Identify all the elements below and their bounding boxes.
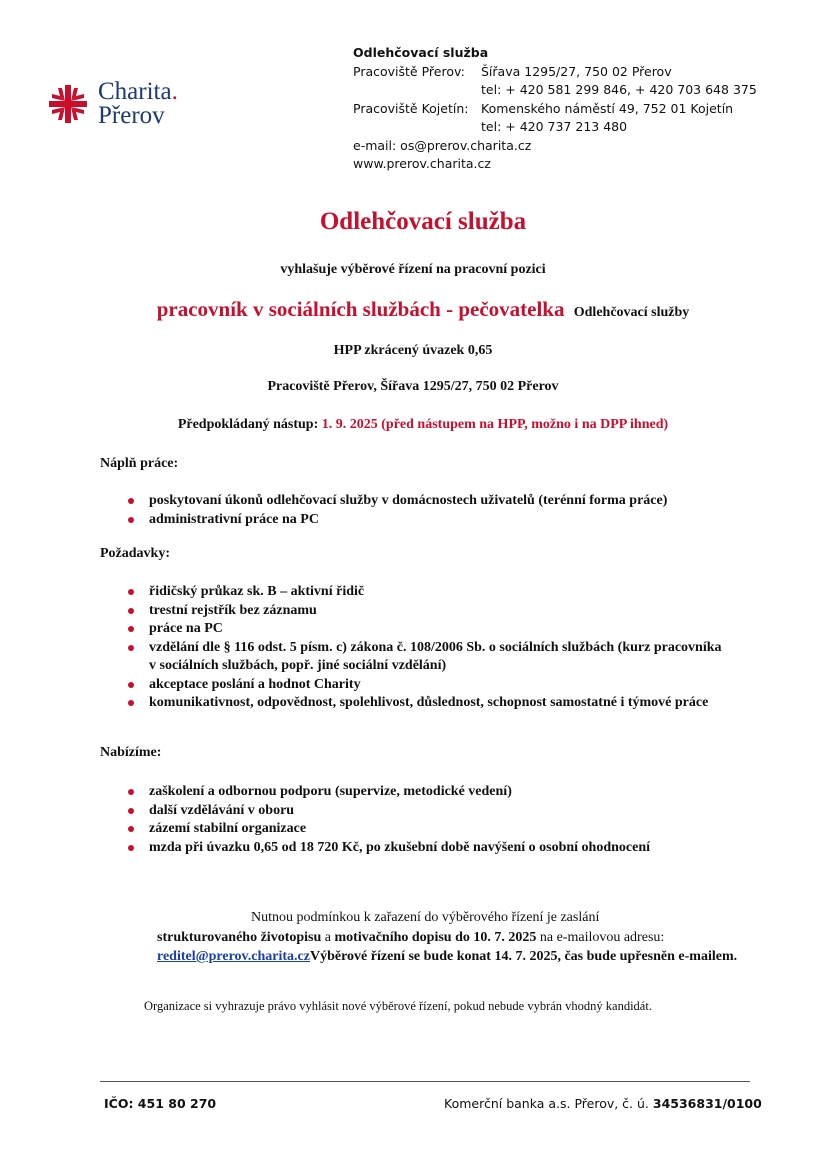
bullet-icon (128, 808, 134, 814)
footer-ico: IČO: 451 80 270 (104, 1096, 217, 1111)
position-name: pracovník v sociálních službách - pečovatelka (156, 297, 565, 321)
list-item: zázemí stabilní organizace (128, 820, 728, 839)
workplace2-label: Pracoviště Kojetín: (353, 100, 469, 116)
list-item: mzda při úvazku 0,65 od 18 720 Kč, po zkušební době navýšení o osobní ohodnocení (128, 839, 728, 858)
list-item: akceptace poslání a hodnot Charity (128, 676, 728, 695)
list-item: vzdělání dle § 116 odst. 5 písm. c) zákona č. 108/2006 Sb. o sociálních službách (kurz pracovníka v sociálních službách, popř. jiné sociální vzdělání) (128, 639, 728, 676)
bullet-icon (128, 826, 134, 832)
charita-logo (48, 80, 208, 130)
bullet-icon (128, 626, 134, 632)
announcement: vyhlašuje výběrové řízení na pracovní pozici (280, 262, 546, 277)
closing-date-info: Výběrové řízení se bude konat 14. 7. 2025, čas bude upřesněn e-mailem. (309, 949, 738, 964)
closing-line1: Nutnou podmínkou k zařazení do výběrového řízení je zaslání (251, 910, 600, 925)
requirements-list (128, 583, 728, 713)
footer-bank-label: Komerční banka a.s. Přerov, č. ú. (444, 1096, 649, 1111)
requirements-heading: Požadavky: (100, 546, 170, 561)
position-suffix: Odlehčovací služby (573, 305, 690, 320)
start-value: 1. 9. 2025 (před nástupem na HPP, možno i na DPP ihned) (321, 417, 669, 432)
bullet-icon (128, 589, 134, 595)
bullet-icon (128, 700, 134, 706)
header-web[interactable]: www.prerov.charita.cz (353, 156, 491, 171)
closing-letter: motivačního dopisu do 10. 7. 2025 (334, 929, 537, 945)
workplace1-label: Pracoviště Přerov: (353, 63, 465, 79)
list-item: trestní rejstřík bez záznamu (128, 602, 728, 621)
list-item: řidičský průkaz sk. B – aktivní řidič (128, 583, 728, 602)
page-title: Odlehčovací služba (319, 208, 527, 235)
position-line (10, 297, 826, 322)
closing-and: a (324, 929, 331, 945)
contract-type: HPP zkrácený úvazek 0,65 (333, 343, 493, 358)
closing-paragraph (157, 908, 757, 967)
footer-bank (444, 1096, 762, 1111)
offer-heading: Nabízíme: (100, 745, 162, 760)
workplace-line: Pracoviště Přerov, Šířava 1295/27, 750 02 Přerov (267, 379, 559, 394)
start-label: Předpokládaný nástup: (177, 417, 319, 432)
bullet-icon (128, 517, 134, 523)
bullet-icon (128, 682, 134, 688)
closing-cv: strukturovaného životopisu (157, 929, 322, 945)
bullet-icon (128, 845, 134, 851)
list-item: poskytovaní úkonů odlehčovací služby v domácnostech uživatelů (terénní forma práce) (128, 492, 728, 511)
logo-line2: Přerov (98, 102, 165, 129)
list-item: práce na PC (128, 620, 728, 639)
logo-text: Charita. Přerov (98, 78, 178, 129)
offer-list (128, 783, 728, 857)
charita-cross-icon (48, 84, 88, 124)
start-line (10, 417, 826, 433)
workplace2-address: Komenského náměstí 49, 752 01 Kojetín (481, 100, 734, 116)
workplace1-address: Šířava 1295/27, 750 02 Přerov (481, 63, 672, 79)
list-item: další vzdělávání v oboru (128, 802, 728, 821)
contact-header (353, 44, 757, 174)
list-item: administrativní práce na PC (128, 511, 728, 530)
bullet-icon (128, 789, 134, 795)
workplace1-phone: tel: + 420 581 299 846, + 420 703 648 375 (481, 82, 757, 97)
bullet-icon (128, 498, 134, 504)
workplace2-phone: tel: + 420 737 213 480 (481, 119, 628, 134)
footer-bank-account: 34536831/0100 (652, 1096, 762, 1111)
duties-heading: Náplň práce: (100, 456, 179, 471)
reservation-note: Organizace si vyhrazuje právo vyhlásit nové výběrové řízení, pokud nebude vybrán vhodný kandidát. (144, 999, 652, 1013)
header-org-name: Odlehčovací služba (353, 45, 489, 60)
list-item: komunikativnost, odpovědnost, spolehlivost, důslednost, schopnost samostatné i týmové práce (128, 694, 728, 713)
header-workplace2 (353, 100, 757, 119)
list-item: zaškolení a odbornou podporu (supervize, metodické vedení) (128, 783, 728, 802)
bullet-icon (128, 608, 134, 614)
bullet-icon (128, 645, 134, 651)
header-workplace1-phone (353, 81, 757, 100)
footer-divider (100, 1081, 750, 1082)
logo-line1: Charita (98, 78, 172, 105)
duties-list (128, 492, 728, 529)
closing-to-email: na e-mailovou adresu: (539, 929, 665, 945)
header-workplace1 (353, 63, 757, 82)
header-workplace2-phone (353, 118, 757, 137)
header-email[interactable]: e-mail: os@prerov.charita.cz (353, 137, 532, 153)
application-email-link[interactable]: reditel@prerov.charita.cz (157, 949, 310, 964)
